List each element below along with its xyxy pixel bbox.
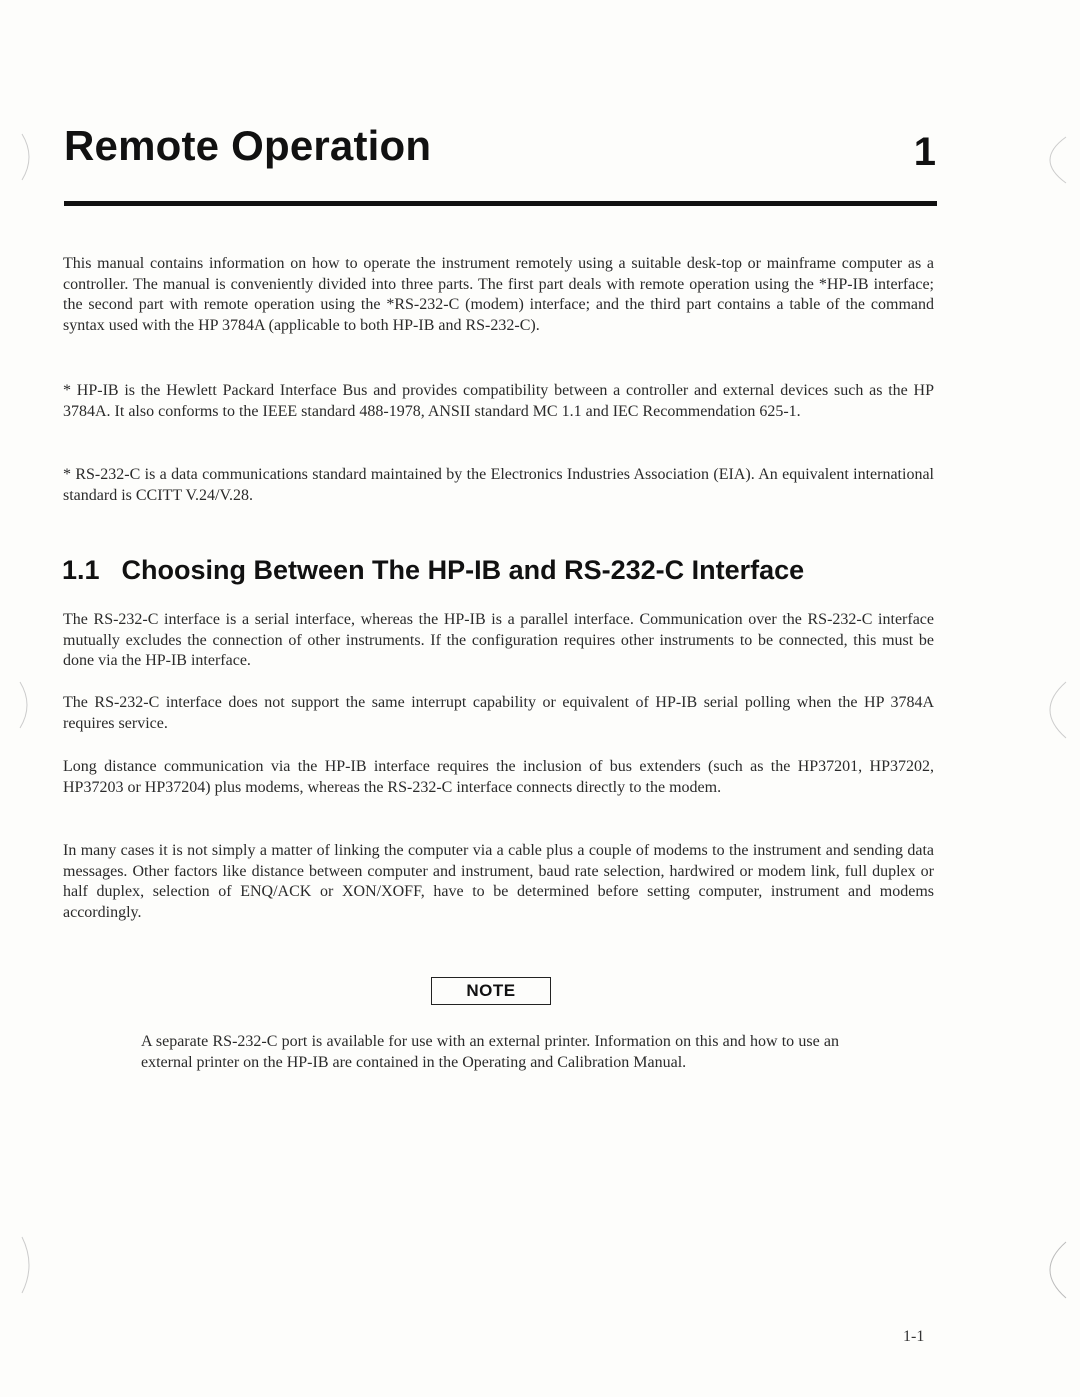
section-paragraph: The RS-232-C interface does not support the same interrupt capability or equivalent of HP-IB serial polling when the HP 3784A requires service. bbox=[63, 694, 934, 732]
binder-hole-mark-right-top bbox=[1030, 135, 1070, 185]
section-title: Choosing Between The HP-IB and RS-232-C Interface bbox=[121, 555, 805, 585]
section-paragraph: Long distance communication via the HP-IB interface requires the inclusion of bus extenders (such as the HP37201, HP37202, HP37203 or HP37204) plus modems, whereas the RS-232-C interface connects directly to the modem. bbox=[63, 758, 934, 796]
section-heading bbox=[62, 555, 804, 586]
section-paragraph: In many cases it is not simply a matter of linking the computer via a cable plus a couple of modems to the instrument and sending data messages. Other factors like distance between computer and instrument, baud rate selection, hardwired or modem link, full duplex or half duplex, selection of ENQ/ACK or XON/XOFF, have to be determined before setting computer, instrument and modems accordingly. bbox=[63, 842, 934, 921]
note-box bbox=[431, 977, 551, 1005]
rs232-footnote: * RS-232-C is a data communications standard maintained by the Electronics Industries Association (EIA). An equivalent international standard is CCITT V.24/V.28. bbox=[63, 466, 934, 504]
chapter-title: Remote Operation bbox=[64, 122, 432, 169]
binder-hole-mark-left-mid bbox=[16, 680, 36, 730]
binder-hole-mark-left-bottom bbox=[18, 1235, 38, 1295]
binder-hole-mark-left-top bbox=[18, 132, 38, 182]
binder-hole-mark-right-mid bbox=[1030, 680, 1070, 740]
note-text: A separate RS-232-C port is available for use with an external printer. Information on this and how to use an external printer on the HP-IB are contained in the Operating and Calibration Manual. bbox=[141, 1033, 839, 1071]
note-label: NOTE bbox=[466, 981, 516, 1000]
hpib-footnote: * HP-IB is the Hewlett Packard Interface Bus and provides compatibility between a controller and external devices such as the HP 3784A. It also conforms to the IEEE standard 488-1978, ANSII standard MC 1.1 and IEC Recommendation 625-1. bbox=[63, 382, 934, 420]
section-number: 1.1 bbox=[62, 555, 100, 585]
binder-hole-mark-right-bottom bbox=[1030, 1240, 1070, 1300]
section-paragraph: The RS-232-C interface is a serial interface, whereas the HP-IB is a parallel interface. Communication over the RS-232-C interface mutually excludes the connection of other instruments. If the configuration requires other instruments to be connected, this must be done via the HP-IB interface. bbox=[63, 611, 934, 669]
chapter-number: 1 bbox=[913, 130, 936, 174]
page-number: 1-1 bbox=[903, 1328, 925, 1345]
intro-paragraph: This manual contains information on how to operate the instrument remotely using a suitable desk-top or mainframe computer as a controller. The manual is conveniently divided into three parts. The first part deals with remote operation using the *HP-IB interface; the second part with remote operation using the *RS-232-C (modem) interface; and the third part contains a table of the command syntax used with the HP 3784A (applicable to both HP-IB and RS-232-C). bbox=[63, 255, 934, 334]
title-rule bbox=[64, 201, 937, 206]
